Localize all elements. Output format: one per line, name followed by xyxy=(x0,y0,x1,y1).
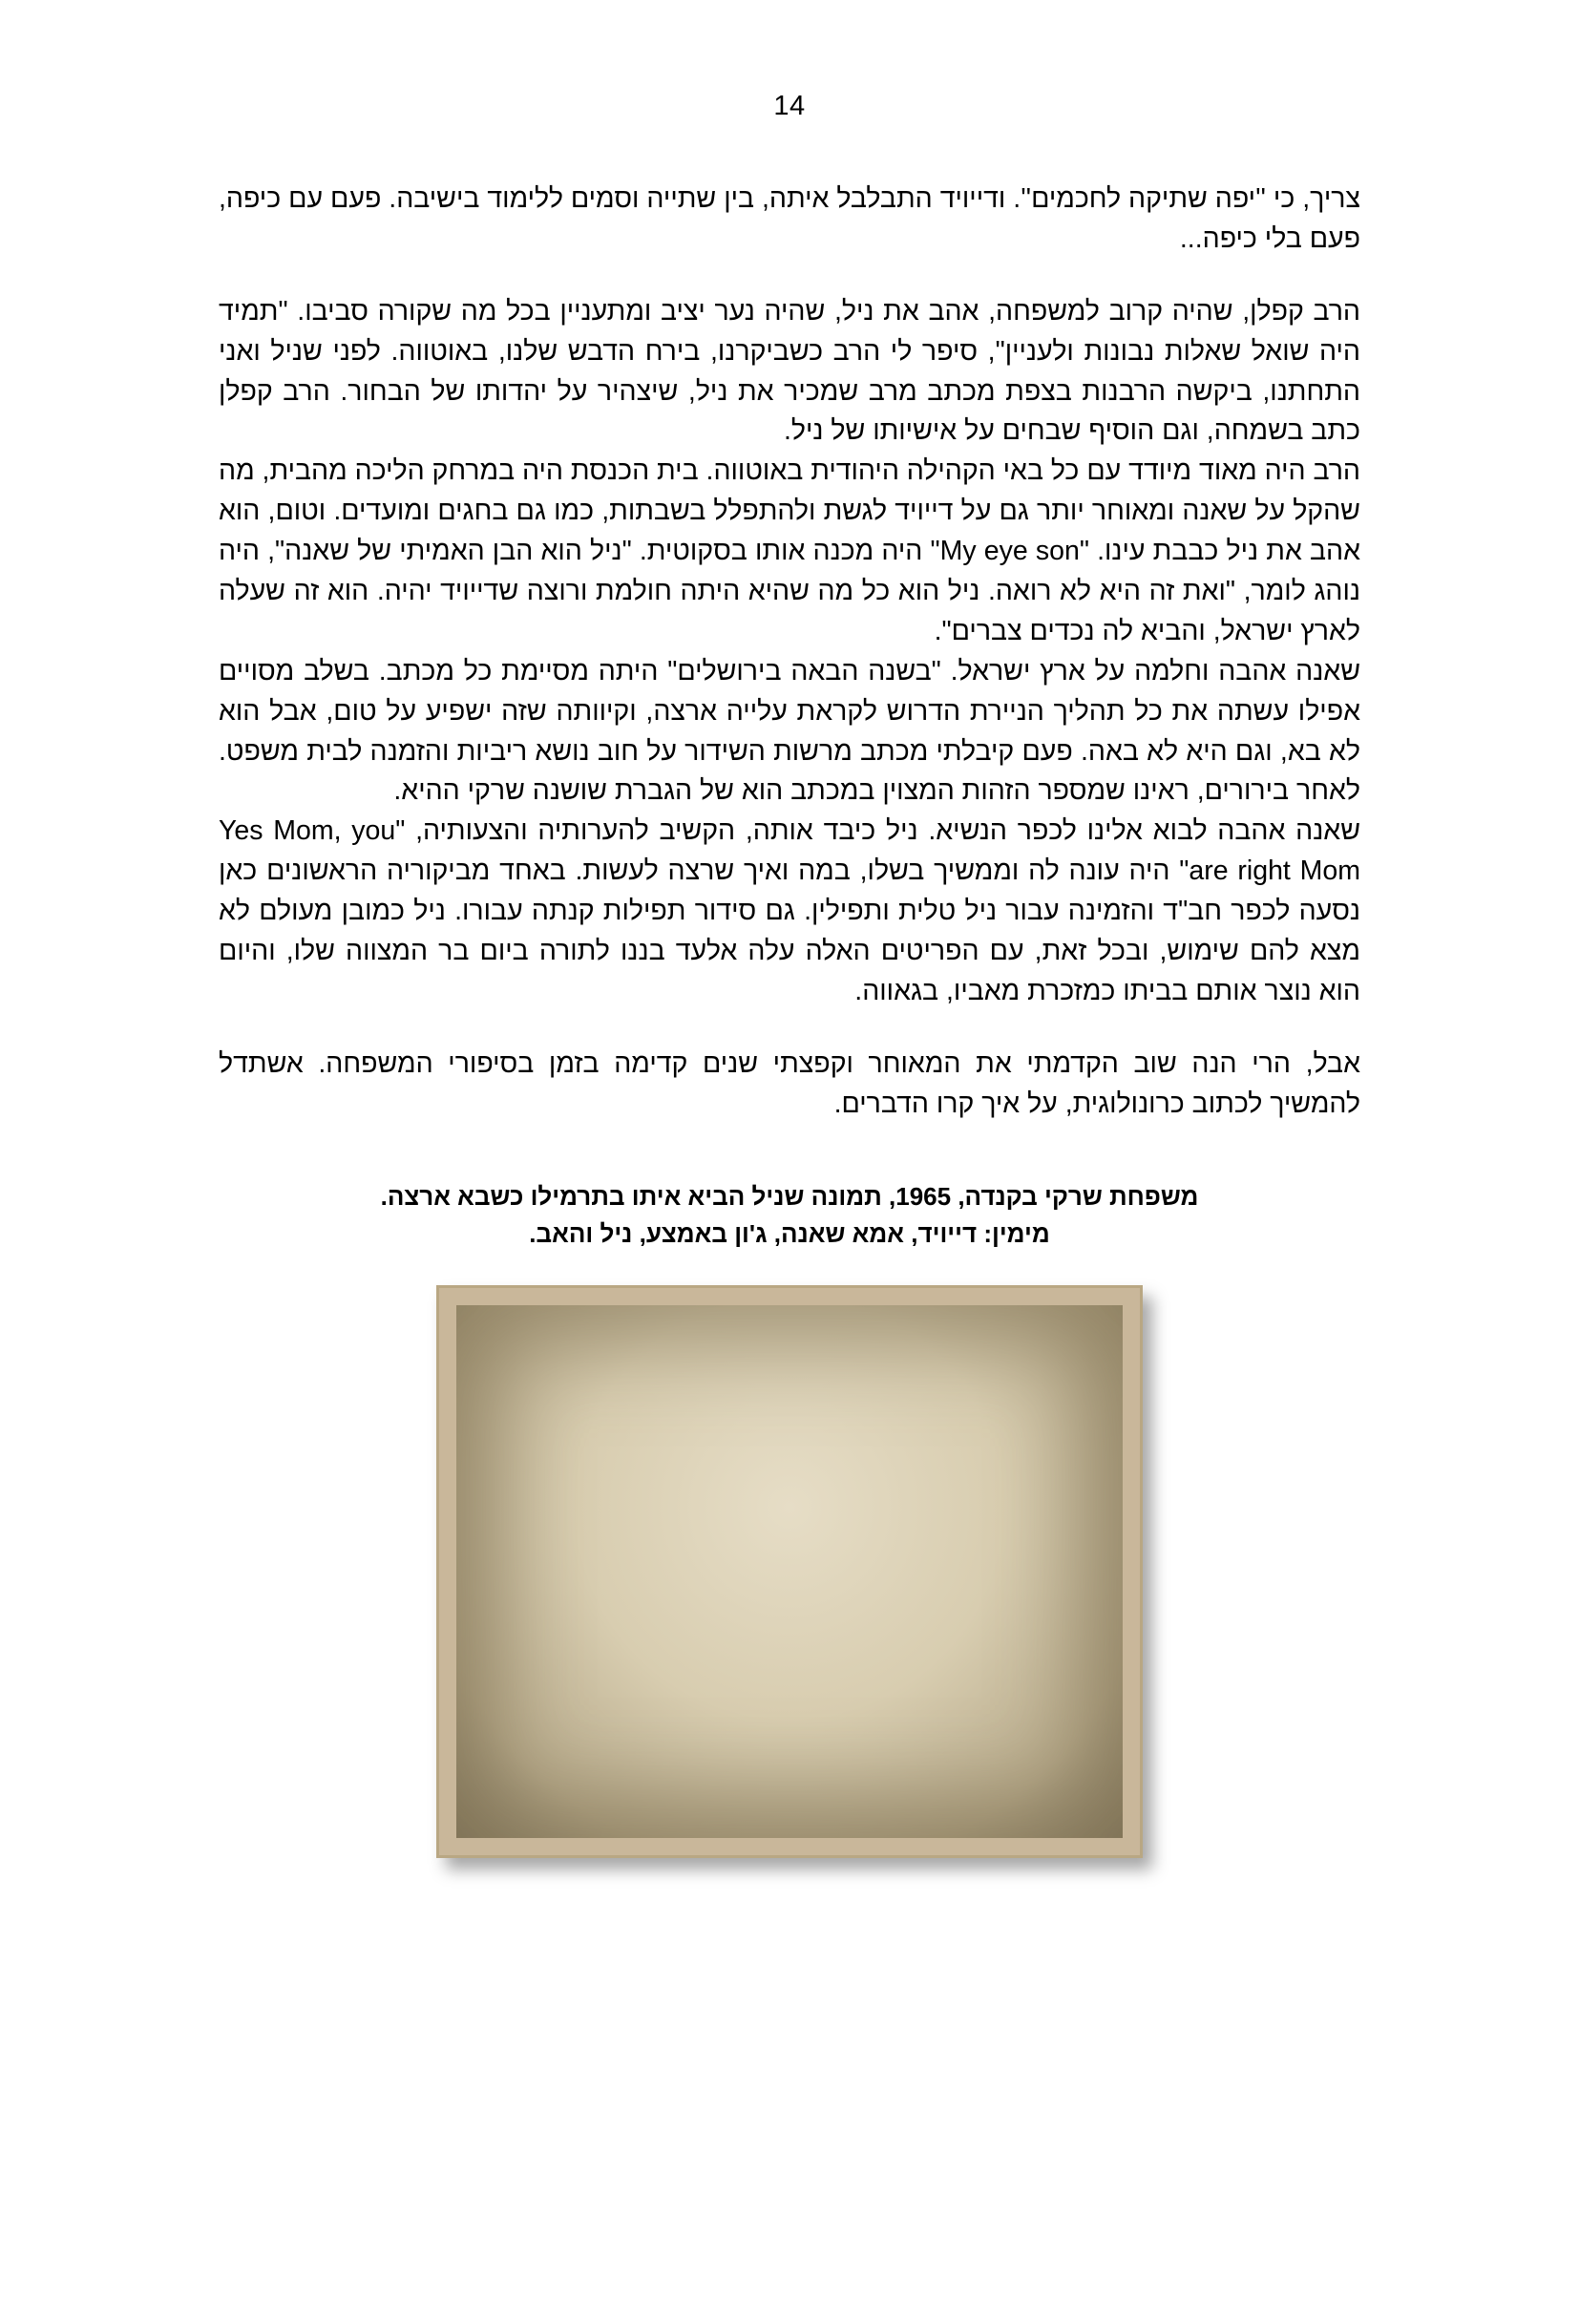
paragraph-1: צריך, כי ''יפה שתיקה לחכמים''. ודייויד התבלבל איתה, בין שתייה וסמים ללימוד בישיבה. פעם עם כיפה, פעם בלי כיפה... xyxy=(219,183,1360,254)
photo-caption-line-2: מימין: דייויד, אמא שאנה, ג'ון באמצע, ניל והאב. xyxy=(529,1218,1050,1248)
page-number: 14 xyxy=(773,91,806,121)
paragraph-3: הרב היה מאוד מיודד עם כל באי הקהילה היהודית באוטווה. בית הכנסת היה במרחק הליכה מהבית, מה שהקל על שאנה ומאוחר יותר גם על דייויד לגשת ולהתפלל בשבתות, כמו גם בחגים ומועדים. וטום, הוא אהב את ניל כבבת עינו. "My eye son" היה מכנה אותו בסקוטית. "ניל הוא הבן האמיתי של שאנה", היה נוהג לומר, "ואת זה היא לא רואה. ניל הוא כל מה שהיא היתה חולמת ורוצה שדייויד יהיה. הוא זה שעלה לארץ ישראל, והביא לה נכדים צברים". xyxy=(219,455,1361,646)
family-portrait-1965 xyxy=(456,1305,1123,1838)
paragraph-5: שאנה אהבה לבוא אלינו לכפר הנשיא. ניל כיבד אותה, הקשיב להערותיה והצעותיה, "Yes Mom, you are right Mom" היה עונה לה וממשיך בשלו, במה ואיך שרצה לעשות. באחד מביקוריה הראשונים כאן נסעה לכפר חב"ד והזמינה עבור ניל טלית ותפילין. גם סידור תפילות קנתה עבורו. ניל כמובן מעולם לא מצא להם שימוש, ובכל זאת, עם הפריטים האלה עלה אלעד בננו לתורה ביום בר המצווה שלו, והיום הוא נוצר אותם בביתו כמזכרת מאביו, בגאווה. xyxy=(219,815,1360,1006)
paragraph-6: אבל, הרי הנה שוב הקדמתי את המאוחר וקפצתי שנים קדימה בזמן בסיפורי המשפחה. אשתדל להמשיך לכתוב כרונולוגית, על איך קרו הדברים. xyxy=(219,1047,1360,1119)
paragraph-4: שאנה אהבה וחלמה על ארץ ישראל. "בשנה הבאה בירושלים" היתה מסיימת כל מכתב. בשלב מסויים אפילו עשתה את כל תהליך הניירת הדרוש לקראת עלייה ארצה, וקיוותה שזה ישפיע על טום, אבל הוא לא בא, וגם היא לא באה. פעם קיבלתי מכתב מרשות השידור על חוב נושא ריביות והזמנה לבית משפט. לאחר בירורים, ראינו שמספר הזהות המצוין במכתב הוא של הגברת שושנה שרקי ההיא. xyxy=(219,655,1360,807)
page-body xyxy=(219,122,1360,1858)
photo-caption-line-1: משפחת שרקי בקנדה, 1965, תמונה שניל הביא איתו בתרמילו כשבא ארצה. xyxy=(380,1181,1199,1211)
photo-vignette xyxy=(456,1305,1123,1838)
paragraph-2: הרב קפלן, שהיה קרוב למשפחה, אהב את ניל, שהיה נער יציב ומתעניין בכל מה שקורה סביבו. "תמיד היה שואל שאלות נבונות ולעניין", סיפר לי הרב כשביקרנו, בירח הדבש שלנו, באוטווה. לפני שניל ואני התחתנו, ביקשה הרבנות בצפת מכתב מרב שמכיר את ניל, שיצהיר על יהדותו של הבחור. הרב קפלן כתב בשמחה, וגם הוסיף שבחים על אישיותו של ניל. xyxy=(219,295,1360,447)
photo-frame xyxy=(436,1285,1143,1858)
photo-container xyxy=(436,1285,1143,1858)
document-page xyxy=(0,91,1579,2324)
photo-caption xyxy=(264,1178,1315,1253)
